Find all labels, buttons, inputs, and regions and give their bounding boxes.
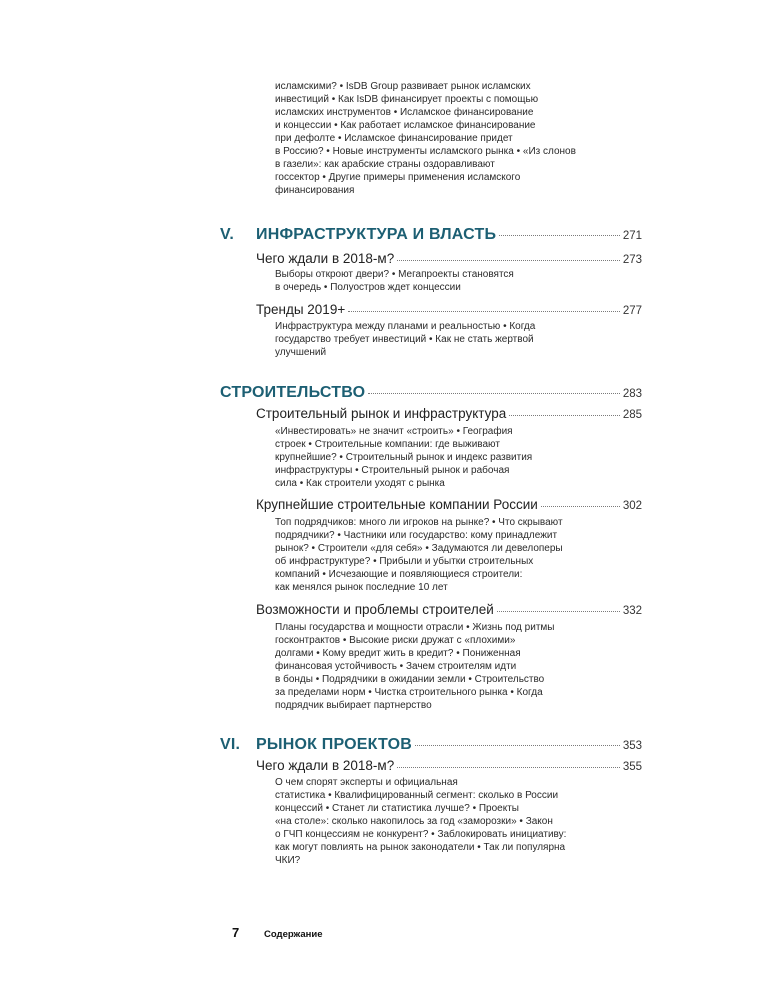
- desc-line: госконтрактов • Высокие риски дружат с «плохими»: [275, 635, 516, 646]
- toc-entry[interactable]: [256, 406, 642, 421]
- desc-line: в газели»: как арабские страны оздоравливают: [275, 159, 495, 170]
- desc-line: за пределами норм • Чистка строительного рынка • Когда: [275, 687, 543, 698]
- desc-line: долгами • Кому вредит жить в кредит? • Пониженная: [275, 648, 521, 659]
- page-number: 271: [622, 230, 642, 242]
- entry-title: Чего ждали в 2018-м?: [256, 758, 395, 773]
- desc-line: о ГЧП концессиям не конкурент? • Заблокировать инициативу:: [275, 829, 567, 840]
- dot-leader: [497, 611, 620, 612]
- entry-description: [275, 776, 575, 867]
- entry-title: Строительный рынок и инфраструктура: [256, 406, 507, 421]
- desc-line: исламскими? • IsDB Group развивает рынок исламских: [275, 81, 531, 92]
- desc-line: улучшений: [275, 347, 327, 358]
- desc-line: статистика • Квалифицированный сегмент: сколько в России: [275, 790, 559, 801]
- dot-leader: [397, 767, 620, 768]
- page-number: 332: [622, 605, 642, 617]
- entry-description: [275, 621, 575, 712]
- toc-entry[interactable]: [256, 602, 642, 617]
- desc-line: как могут повлиять на рынок законодатели • Так ли популярна: [275, 842, 566, 853]
- entry-description: [275, 268, 575, 294]
- desc-line: «Инвестировать» не значит «строить» • География: [275, 426, 513, 437]
- intro-description: [275, 80, 575, 197]
- page-number: 277: [622, 305, 642, 317]
- desc-line: сила • Как строители уходят с рынка: [275, 478, 445, 489]
- page-number: 355: [622, 761, 642, 773]
- desc-line: Планы государства и мощности отрасли • Жизнь под ритмы: [275, 622, 555, 633]
- dot-leader: [397, 260, 620, 261]
- toc-section-construction[interactable]: [220, 384, 642, 402]
- desc-line: при дефолте • Исламское финансирование придет: [275, 133, 513, 144]
- desc-line: и концессии • Как работает исламское финансирование: [275, 120, 536, 131]
- page-footer: [232, 925, 323, 940]
- footer-label: Содержание: [264, 929, 323, 940]
- desc-line: ЧКИ?: [275, 855, 301, 866]
- entry-title: Крупнейшие строительные компании России: [256, 497, 538, 512]
- desc-line: Выборы откроют двери? • Мегапроекты становятся: [275, 269, 514, 280]
- desc-line: строек • Строительные компании: где выживают: [275, 439, 500, 450]
- desc-line: Топ подрядчиков: много ли игроков на рынке? • Что скрывают: [275, 517, 563, 528]
- desc-line: рынок? • Строители «для себя» • Задумаются ли девелоперы: [275, 543, 563, 554]
- toc-entry[interactable]: [256, 758, 642, 773]
- entry-title: Возможности и проблемы строителей: [256, 602, 494, 617]
- page-number: 302: [622, 500, 642, 512]
- section-title: ИНФРАСТРУКТУРА И ВЛАСТЬ: [256, 226, 497, 243]
- desc-line: инвестиций • Как IsDB финансирует проекты с помощью: [275, 94, 539, 105]
- dot-leader: [368, 393, 620, 394]
- desc-line: компаний • Исчезающие и появляющиеся строители:: [275, 569, 523, 580]
- desc-line: финансовая устойчивость • Зачем строителям идти: [275, 661, 517, 672]
- entry-title: Тренды 2019+: [256, 302, 346, 317]
- toc-entry[interactable]: [256, 302, 642, 317]
- section-number: V.: [220, 226, 235, 243]
- desc-line: Инфраструктура между планами и реальностью • Когда: [275, 321, 536, 332]
- desc-line: исламских инструментов • Исламское финансирование: [275, 107, 534, 118]
- entry-description: [275, 425, 575, 490]
- desc-line: «на столе»: сколько накопилось за год «заморозки» • Закон: [275, 816, 553, 827]
- desc-line: в очередь • Полуостров ждет концессии: [275, 282, 461, 293]
- desc-line: финансирования: [275, 185, 355, 196]
- section-title: СТРОИТЕЛЬСТВО: [220, 384, 366, 401]
- entry-description: [275, 320, 575, 359]
- page-number: 283: [622, 388, 642, 400]
- desc-line: госсектор • Другие примеры применения исламского: [275, 172, 521, 183]
- desc-line: в Россию? • Новые инструменты исламского рынка • «Из слонов: [275, 146, 576, 157]
- desc-line: подрядчики? • Частники или государство: кому принадлежит: [275, 530, 558, 541]
- toc-entry[interactable]: [256, 251, 642, 266]
- desc-line: как менялся рынок последние 10 лет: [275, 582, 448, 593]
- toc-section-projects-market[interactable]: [220, 736, 642, 754]
- desc-line: крупнейшие? • Строительный рынок и индекс развития: [275, 452, 533, 463]
- page-number: 273: [622, 254, 642, 266]
- toc-entry[interactable]: [256, 497, 642, 512]
- desc-line: О чем спорят эксперты и официальная: [275, 777, 458, 788]
- dot-leader: [415, 745, 620, 746]
- dot-leader: [499, 235, 620, 236]
- section-number: VI.: [220, 736, 241, 753]
- dot-leader: [348, 311, 620, 312]
- page-number: 285: [622, 409, 642, 421]
- entry-description: [275, 516, 575, 594]
- desc-line: подрядчик выбирает партнерство: [275, 700, 432, 711]
- page-number: 353: [622, 740, 642, 752]
- dot-leader: [541, 506, 620, 507]
- desc-line: в бонды • Подрядчики в ожидании земли • Строительство: [275, 674, 545, 685]
- desc-line: об инфраструктуре? • Прибыли и убытки строительных: [275, 556, 534, 567]
- dot-leader: [509, 415, 620, 416]
- desc-line: государство требует инвестиций • Как не стать жертвой: [275, 334, 534, 345]
- entry-title: Чего ждали в 2018-м?: [256, 251, 395, 266]
- footer-page-number: 7: [232, 925, 240, 940]
- desc-line: концессий • Станет ли статистика лучше? • Проекты: [275, 803, 519, 814]
- toc-section-infrastructure[interactable]: [220, 226, 642, 244]
- desc-line: инфраструктуры • Строительный рынок и рабочая: [275, 465, 510, 476]
- section-title: РЫНОК ПРОЕКТОВ: [256, 736, 412, 753]
